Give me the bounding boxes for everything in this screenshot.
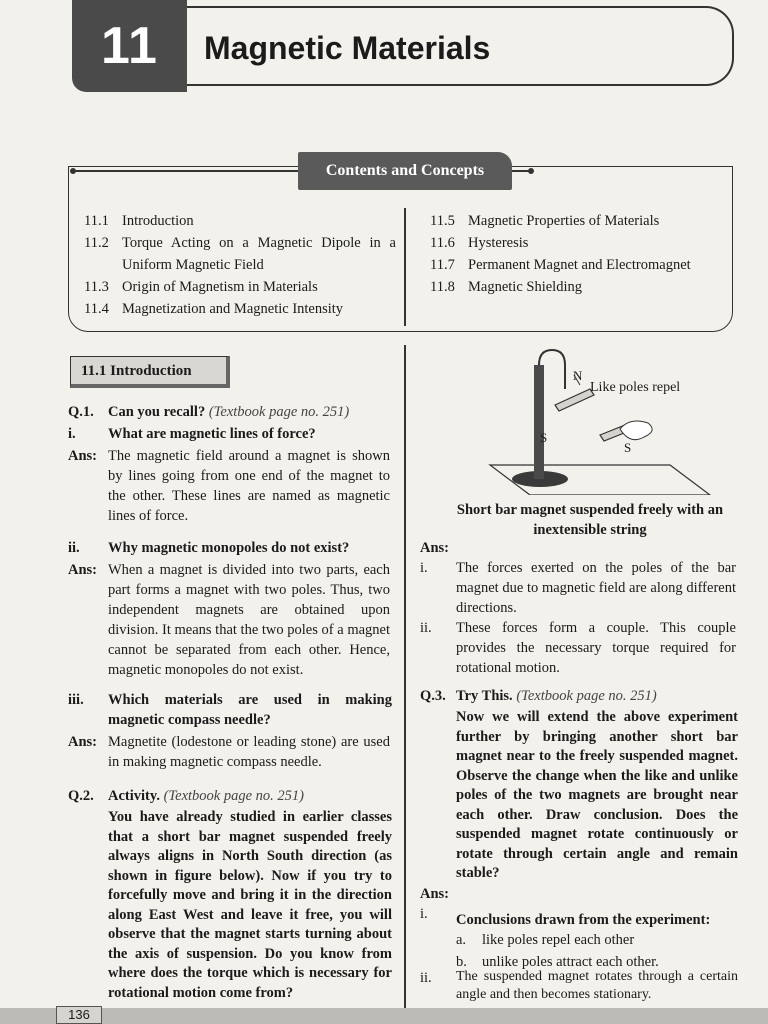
contents-divider: [404, 208, 406, 326]
b-label: b.: [456, 954, 467, 970]
toc-left: [84, 210, 396, 320]
answer-i: The magnetic field around a magnet is shown by lines going from one end of the magnet to the other. These lines are named as magnetic lines of force.: [108, 448, 390, 524]
q1-label: Q.1.: [68, 404, 94, 420]
conclusion-b: unlike poles attract each other.: [482, 954, 659, 970]
ans-label: Ans:: [420, 540, 450, 556]
i-label: i.: [68, 426, 76, 442]
conclusion-a: like poles repel each other: [482, 932, 635, 948]
figure-callout: Like poles repel: [590, 380, 681, 395]
answer-ii: When a magnet is divided into two parts, each part forms a magnet with two poles. Thus, two independent magnets are obtained upon division. It means that the two poles of a magnet cannot be separated from each other. Hence, magnetic monopoles do not exist.: [108, 562, 390, 678]
ans-label: Ans:: [420, 886, 450, 902]
toc-item[interactable]: 11.6 Hysteresis: [430, 235, 529, 251]
toc-item[interactable]: 11.7 Permanent Magnet and Electromagnet: [430, 257, 691, 273]
column-divider: [404, 345, 406, 1010]
section-heading: 11.1 Introduction: [70, 356, 230, 388]
toc-item[interactable]: 11.8 Magnetic Shielding: [430, 279, 582, 295]
ii-label: ii.: [420, 620, 432, 636]
question-iii: Which materials are used in making magnetic compass needle?: [108, 692, 392, 728]
toc-item[interactable]: 11.3 Origin of Magnetism in Materials: [84, 279, 318, 295]
ans-label: Ans:: [68, 734, 98, 750]
toc-item[interactable]: 11.2 Torque Acting on a Magnetic Dipole in a Uniform Magnetic Field: [84, 235, 396, 273]
contents-line-right: [512, 170, 532, 172]
question-i: What are magnetic lines of force?: [108, 426, 316, 442]
question-ii: Why magnetic monopoles do not exist?: [108, 540, 350, 556]
answer-ii-right: These forces form a couple. This couple provides the necessary torque required for rotational motion.: [456, 620, 736, 676]
i-label: i.: [420, 906, 428, 922]
answer-iii: Magnetite (lodestone or leading stone) are used in making magnetic compass needle.: [108, 734, 390, 770]
ii-label: ii.: [68, 540, 80, 556]
label-n: N: [573, 368, 583, 383]
toc-item[interactable]: 11.1 Introduction: [84, 213, 194, 229]
i-label: i.: [420, 560, 428, 576]
a-label: a.: [456, 932, 467, 948]
magnet-figure: [470, 345, 740, 495]
conclusions-title: Conclusions drawn from the experiment:: [456, 912, 711, 928]
toc-right: [430, 210, 730, 298]
q3-label: Q.3.: [420, 688, 446, 704]
q2-body: You have already studied in earlier classes that a short bar magnet suspended freely always aligns in North South direction (as shown in figure below). Now if you try to forcefully move and bring it in the direction along East West and leave it free, you will observe that the magnet starts turning about the axis of suspension. Do you know from where does the torque which is necessary for rotational motion come from?: [108, 809, 392, 1001]
ii-label: ii.: [420, 970, 432, 986]
q3-heading: Try This. (Textbook page no. 251): [456, 688, 657, 704]
q3-body: Now we will extend the above experiment further by bringing another short bar magnet near to the freely suspended magnet. Observe the change when the like and unlike poles of the two magnets are brought near each other. Draw conclusion. Does the suspended magnet rotate continuously or rotate through certain angle and remain stable?: [456, 709, 738, 881]
ans-label: Ans:: [68, 448, 98, 464]
answer-ii2-right: The suspended magnet rotates through a certain angle and then becomes stationary.: [456, 969, 738, 1002]
figure-caption: Short bar magnet suspended freely with an inextensible string: [456, 502, 724, 538]
toc-item[interactable]: 11.5 Magnetic Properties of Materials: [430, 213, 660, 229]
answer-i-right: The forces exerted on the poles of the bar magnet due to magnetic field are along different directions.: [456, 560, 736, 616]
contents-line-left: [72, 170, 298, 172]
contents-title: Contents and Concepts: [298, 152, 512, 190]
label-s: S: [540, 430, 548, 445]
label-s: S: [624, 440, 632, 455]
ans-label: Ans:: [68, 562, 98, 578]
chapter-number: 11: [72, 0, 187, 92]
q2-heading: Activity. (Textbook page no. 251): [108, 788, 304, 804]
q1-heading: Can you recall? (Textbook page no. 251): [108, 404, 350, 420]
page-number: 136: [56, 1006, 102, 1024]
toc-item[interactable]: 11.4 Magnetization and Magnetic Intensity: [84, 301, 344, 317]
footer-bar: [0, 1008, 768, 1024]
q2-label: Q.2.: [68, 788, 94, 804]
chapter-title: Magnetic Materials: [204, 30, 491, 66]
iii-label: iii.: [68, 692, 84, 708]
